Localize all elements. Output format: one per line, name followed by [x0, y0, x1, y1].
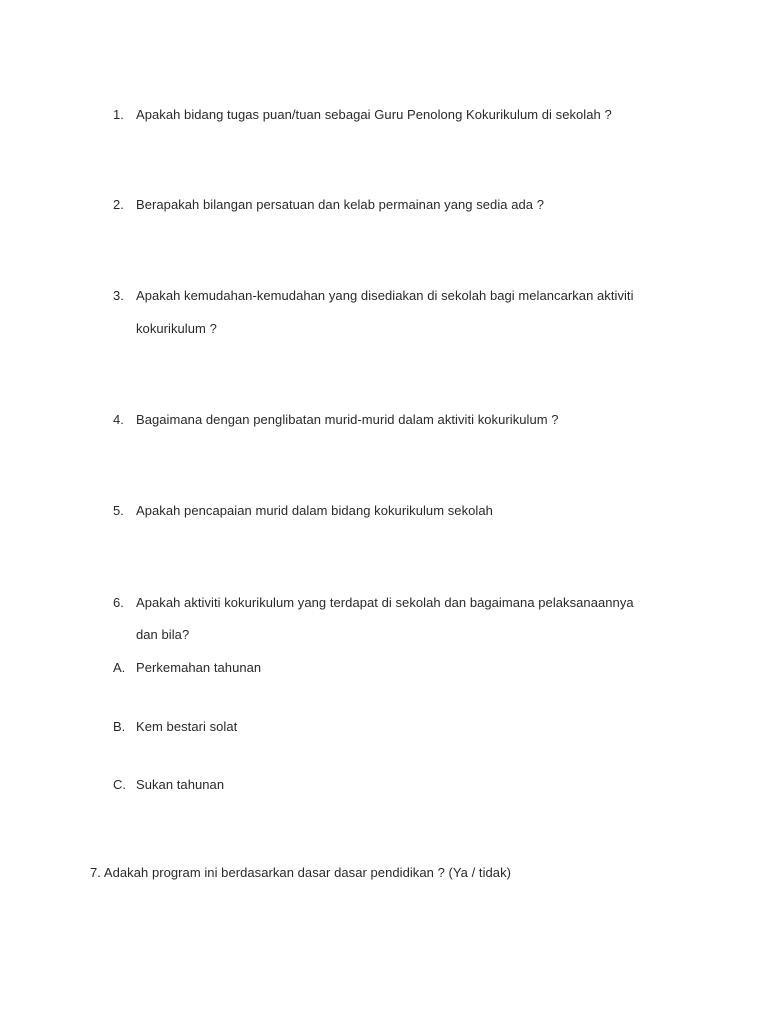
question-2-number: 2. — [113, 197, 124, 212]
question-6-continuation: dan bila? — [136, 627, 190, 642]
question-5-number: 5. — [113, 503, 124, 518]
question-3-continuation: kokurikulum ? — [136, 321, 217, 336]
sub-item-a-letter: A. — [113, 660, 126, 675]
sub-item-b-letter: B. — [113, 719, 126, 734]
question-4-number: 4. — [113, 412, 124, 427]
sub-item-c-text: Sukan tahunan — [136, 777, 225, 792]
question-2-text: Berapakah bilangan persatuan dan kelab permainan yang sedia ada ? — [136, 197, 544, 212]
question-3-number: 3. — [113, 288, 124, 303]
question-1-text: Apakah bidang tugas puan/tuan sebagai Guru Penolong Kokurikulum di sekolah ? — [136, 107, 612, 122]
sub-item-c-letter: C. — [113, 777, 126, 792]
question-4-text: Bagaimana dengan penglibatan murid-murid dalam aktiviti kokurikulum ? — [136, 412, 559, 427]
question-1-number: 1. — [113, 107, 124, 122]
question-6-number: 6. — [113, 595, 124, 610]
sub-item-a-text: Perkemahan tahunan — [136, 660, 262, 675]
question-3-text: Apakah kemudahan-kemudahan yang disediakan di sekolah bagi melancarkan aktiviti — [136, 288, 634, 303]
question-7-text: 7. Adakah program ini berdasarkan dasar dasar pendidikan ? (Ya / tidak) — [90, 865, 511, 880]
sub-item-b-text: Kem bestari solat — [136, 719, 238, 734]
question-5-text: Apakah pencapaian murid dalam bidang kokurikulum sekolah — [136, 503, 493, 518]
question-6-text: Apakah aktiviti kokurikulum yang terdapat di sekolah dan bagaimana pelaksanaannya — [136, 595, 634, 610]
